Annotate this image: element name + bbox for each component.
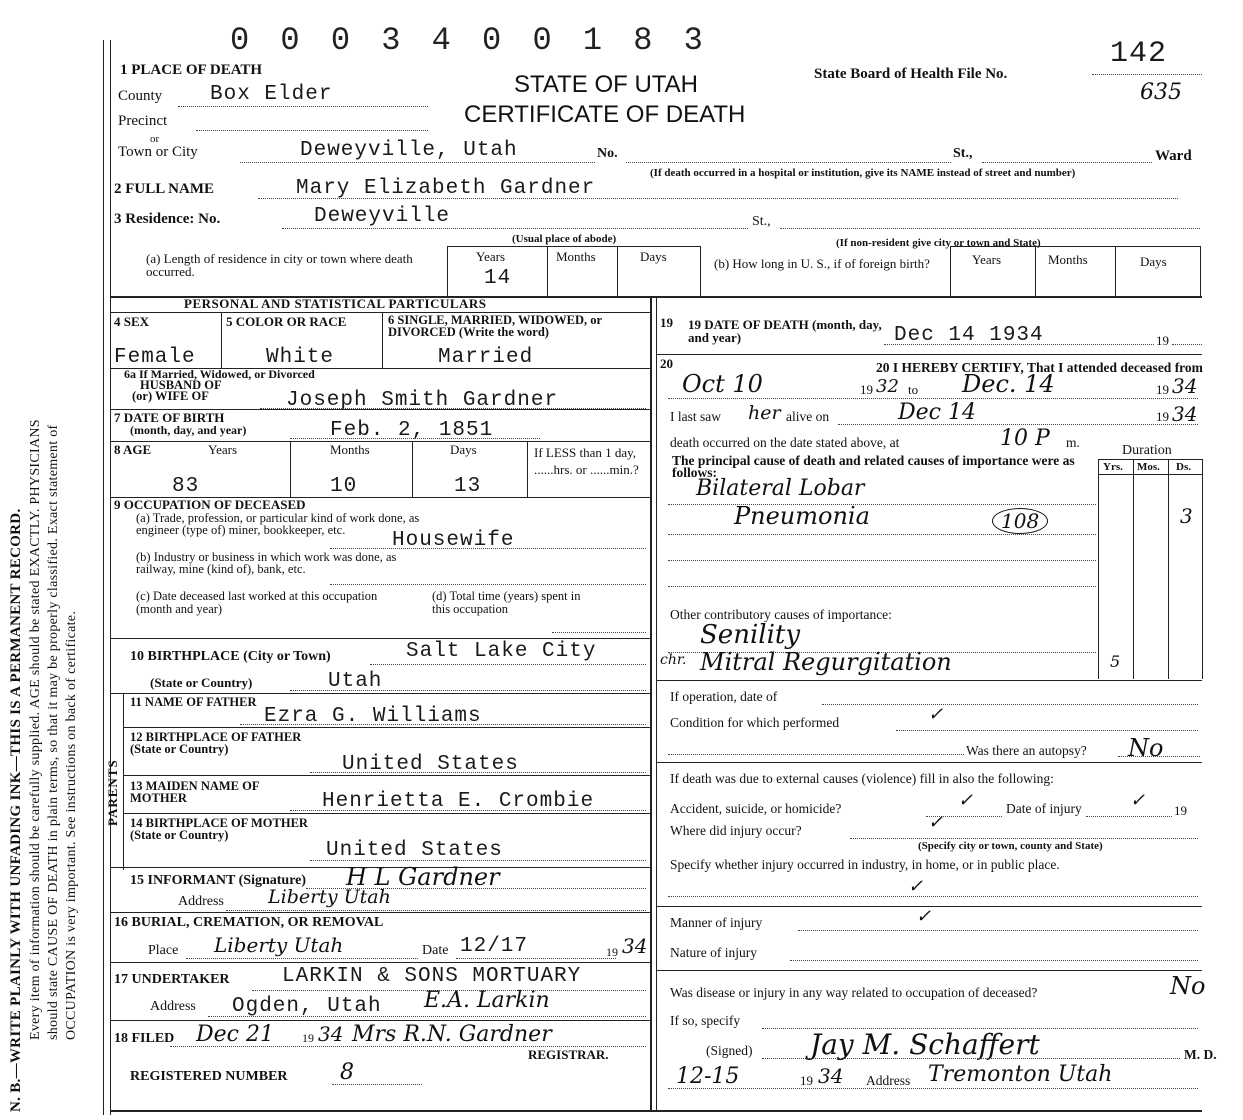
certificate-title: CERTIFICATE OF DEATH <box>464 101 746 128</box>
residence-st-label: St., <box>752 214 771 229</box>
condition-label: Condition for which performed <box>670 715 840 730</box>
physician-address-label: Address <box>866 1073 911 1088</box>
injury-date-label: Date of injury <box>1006 801 1082 816</box>
autopsy-value: No <box>1128 734 1164 762</box>
occupation-b-label: (b) Industry or business in which work was done, as railway, mine (kind of), bank, etc. <box>136 550 397 576</box>
signed-year-prefix: 19 <box>800 1073 813 1088</box>
left-border-inner <box>110 40 111 1115</box>
where-label: Where did injury occur? <box>670 823 802 838</box>
specify2-label: If so, specify <box>670 1013 741 1028</box>
informant-address-label: Address <box>178 894 224 909</box>
occupation-question: Was disease or injury in any way related to occupation of deceased? <box>670 985 1038 1000</box>
cause-2: Pneumonia <box>734 502 870 530</box>
filed-label: 18 FILED <box>114 1031 175 1046</box>
yrs-label: Yrs. <box>1103 461 1123 473</box>
burial-year-prefix: 19 <box>606 945 618 959</box>
dob-sub: (month, day, and year) <box>130 423 247 437</box>
specify-mark: ✓ <box>908 876 924 897</box>
last-saw-year: 34 <box>1172 402 1198 426</box>
age-days: 13 <box>454 475 482 498</box>
spouse-label-1: 6a If Married, Widowed, or Divorced <box>124 367 315 381</box>
filed-year-prefix: 19 <box>302 1031 314 1045</box>
physician-signature: Jay M. Schaffert <box>810 1028 1040 1061</box>
length-b-label: (b) How long in U. S., if of foreign birth? <box>714 256 930 271</box>
informant-label: 15 INFORMANT (Signature) <box>130 873 307 888</box>
autopsy-label: Was there an autopsy? <box>966 743 1087 758</box>
last-saw-who: her <box>748 402 781 424</box>
file-no-label: State Board of Health File No. <box>814 66 1008 82</box>
mother-bp-label: 14 BIRTHPLACE OF MOTHER (State or Country) <box>130 816 308 842</box>
where-note: (Specify city or town, county and State) <box>918 840 1103 852</box>
burial-date-label: Date <box>422 943 449 958</box>
county-value: Box Elder <box>210 83 333 106</box>
residence-value: Deweyville <box>314 205 451 228</box>
filed-date: Dec 21 <box>196 1022 274 1047</box>
undertaker-address-label: Address <box>150 999 196 1014</box>
duration-label: Duration <box>1122 443 1172 458</box>
ds-label: Ds. <box>1176 461 1191 473</box>
nonres-note: (If non-resident give city or town and State) <box>836 237 1041 249</box>
burial-year: 34 <box>622 934 648 958</box>
registrar-label: REGISTRAR. <box>528 1047 609 1062</box>
certify-to-year: 34 <box>1172 374 1198 398</box>
side-note-3: should state CAUSE OF DEATH in plain terms, so that it may be properly classified. Exact statement of <box>46 424 61 1040</box>
certify-from-year-prefix: 19 <box>860 382 873 397</box>
age-years: 83 <box>172 475 200 498</box>
father-bp-value: United States <box>342 753 519 776</box>
or-label: or <box>150 133 160 145</box>
certify-to-year-prefix: 19 <box>1156 382 1169 397</box>
town-label: Town or City <box>118 144 198 160</box>
color-label: 5 COLOR OR RACE <box>226 314 347 329</box>
contrib-1: Senility <box>700 620 801 650</box>
death-occurred-label: death occurred on the date stated above, at <box>670 435 900 450</box>
contrib-2-yrs: 5 <box>1110 652 1121 671</box>
accident-mark: ✓ <box>958 790 974 811</box>
residence-label: 3 Residence: No. <box>114 211 221 227</box>
place-heading: 1 PLACE OF DEATH <box>120 62 263 78</box>
undertaker-label: 17 UNDERTAKER <box>114 972 230 987</box>
age-less-label: If LESS than 1 day, ......hrs. or ......min.? <box>534 445 639 477</box>
side-note-1: N. B.—WRITE PLAINLY WITH UNFADING INK—THIS IS A PERMANENT RECORD. <box>8 508 24 1112</box>
father-bp-label: 12 BIRTHPLACE OF FATHER (State or Country) <box>130 730 302 756</box>
cause-1: Bilateral Lobar <box>696 476 865 501</box>
condition-mark: ✓ <box>928 704 944 725</box>
ward-label: Ward <box>1155 148 1192 164</box>
dob-value: Feb. 2, 1851 <box>330 419 494 442</box>
burial-label: 16 BURIAL, CREMATION, OR REMOVAL <box>114 915 384 930</box>
death-date-value: Dec 14 1934 <box>894 324 1044 347</box>
mother-label: 13 MAIDEN NAME OF MOTHER <box>130 779 260 805</box>
last-saw-label: I last saw <box>670 409 721 424</box>
birthplace-state-label: (State or Country) <box>150 675 253 690</box>
mother-value: Henrietta E. Crombie <box>322 790 595 813</box>
registered-number: 8 <box>340 1060 354 1085</box>
days-label: Days <box>640 249 667 264</box>
town-value: Deweyville, Utah <box>300 139 518 162</box>
physician-address: Tremonton Utah <box>928 1062 1113 1087</box>
center-divider <box>650 296 652 1111</box>
alive-on-label: alive on <box>786 409 830 424</box>
cause-code: 108 <box>992 508 1048 534</box>
b-days-label: Days <box>1140 254 1167 269</box>
signed-label: (Signed) <box>706 1043 753 1058</box>
certify-from: Oct 10 <box>682 370 763 398</box>
occupation-label: 9 OCCUPATION OF DECEASED <box>114 497 306 512</box>
certify-label: 20 I HEREBY CERTIFY, That I attended deceased from <box>876 360 1203 375</box>
filed-year: 34 <box>318 1022 344 1046</box>
death-time: 10 P <box>1000 426 1050 451</box>
occupation-value: Housewife <box>392 529 515 552</box>
personal-heading: PERSONAL AND STATISTICAL PARTICULARS <box>184 296 487 311</box>
years-label: Years <box>476 249 506 264</box>
full-name-value: Mary Elizabeth Gardner <box>296 177 596 200</box>
occupation-d-label: (d) Total time (years) spent in this occupation <box>432 589 581 616</box>
precinct-label: Precinct <box>118 113 168 129</box>
contrib-label: Other contributory causes of importance: <box>670 607 892 622</box>
burial-place-label: Place <box>148 943 179 958</box>
md-label: M. D. <box>1184 1047 1217 1062</box>
certify-to-label: to <box>908 382 919 397</box>
nature-label: Nature of injury <box>670 945 757 960</box>
parents-side-label: PARENTS <box>105 759 120 826</box>
b-months-label: Months <box>1048 252 1088 267</box>
birthplace-state: Utah <box>328 670 383 693</box>
no-label: No. <box>597 146 618 161</box>
undertaker-value: LARKIN & SONS MORTUARY <box>282 965 582 988</box>
accident-label: Accident, suicide, or homicide? <box>670 801 842 816</box>
death-date-label: 19 DATE OF DEATH (month, day, and year) <box>688 317 882 345</box>
spouse-label-3: (or) WIFE OF <box>132 389 209 403</box>
age-months-label: Months <box>330 442 370 457</box>
dob-label: 7 DATE OF BIRTH <box>114 410 225 425</box>
operation-label: If operation, date of <box>670 689 778 704</box>
age-days-label: Days <box>450 442 477 457</box>
mos-label: Mos. <box>1137 461 1160 473</box>
marital-value: Married <box>438 346 534 369</box>
abode-note: (Usual place of abode) <box>512 233 617 245</box>
informant-address: Liberty Utah <box>268 886 391 908</box>
certify-from-year: 32 <box>876 376 899 397</box>
signed-year: 34 <box>818 1064 844 1088</box>
file-no-2: 635 <box>1140 80 1182 105</box>
center-divider-2 <box>656 296 657 1111</box>
spouse-label-2: HUSBAND OF <box>140 378 222 392</box>
color-value: White <box>266 346 335 369</box>
contrib-2: Mitral Regurgitation <box>700 648 952 676</box>
age-months: 10 <box>330 475 358 498</box>
last-saw-date: Dec 14 <box>898 400 976 425</box>
filed-registrar-signature: Mrs R.N. Gardner <box>352 1022 552 1047</box>
mother-bp-value: United States <box>326 839 503 862</box>
side-note-4: OCCUPATION is very important. See instructions on back of certificate. <box>64 610 79 1040</box>
death-date-label-num: 19 <box>660 315 673 330</box>
file-no: 142 <box>1110 37 1168 71</box>
injury-year: 19 <box>1174 803 1187 818</box>
length-a-label: (a) Length of residence in city or town where death occurred. <box>146 251 413 279</box>
left-border <box>103 40 104 1115</box>
manner-label: Manner of injury <box>670 915 763 930</box>
father-value: Ezra G. Williams <box>264 705 482 728</box>
undertaker-signature: E.A. Larkin <box>424 988 550 1013</box>
age-years-label: Years <box>208 442 238 457</box>
contrib-2-prefix: chr. <box>660 652 687 668</box>
birthplace-label: 10 BIRTHPLACE (City or Town) <box>130 649 331 664</box>
occupation-c-label: (c) Date deceased last worked at this occupation (month and year) <box>136 589 378 616</box>
external-label: If death was due to external causes (violence) fill in also the following: <box>670 771 1054 786</box>
registered-number-label: REGISTERED NUMBER <box>130 1069 288 1084</box>
cause-label: The principal cause of death and related causes of importance were as follows: <box>672 453 1075 480</box>
st-label: St., <box>953 146 973 161</box>
injury-date-mark: ✓ <box>1130 790 1146 811</box>
side-note-2: Every item of information should be carefully supplied. AGE should be stated EXACTLY. PHYSICIANS <box>28 419 43 1040</box>
spouse-value: Joseph Smith Gardner <box>286 389 559 412</box>
occupation-a-label: (a) Trade, profession, or particular kind of work done, as engineer (type of) miner, bookkeeper, etc. <box>136 511 420 537</box>
certify-num: 20 <box>660 356 673 371</box>
sex-value: Female <box>114 346 196 369</box>
b-years-label: Years <box>972 252 1002 267</box>
informant-signature: H L Gardner <box>346 863 500 891</box>
full-name-label: 2 FULL NAME <box>114 181 215 197</box>
undertaker-address: Ogden, Utah <box>232 995 382 1018</box>
where-mark: ✓ <box>928 812 944 833</box>
certify-to: Dec. 14 <box>962 370 1055 398</box>
death-time-m: m. <box>1066 435 1080 450</box>
months-label: Months <box>556 249 596 264</box>
burial-place: Liberty Utah <box>214 933 344 957</box>
last-saw-year-prefix: 19 <box>1156 409 1169 424</box>
residence-years: 14 <box>484 267 512 290</box>
county-label: County <box>118 88 163 104</box>
cause-days: 3 <box>1180 504 1193 528</box>
body-bottom-rule <box>110 1110 1202 1112</box>
document-number: 0 0 0 3 4 0 0 1 8 3 <box>230 22 709 59</box>
specify-label: Specify whether injury occurred in industry, in home, or in public place. <box>670 857 1060 872</box>
age-label: 8 AGE <box>114 442 152 457</box>
birthplace-value: Salt Lake City <box>406 640 597 663</box>
state-title: STATE OF UTAH <box>514 71 698 98</box>
hospital-note: (If death occurred in a hospital or institution, give its NAME instead of street and number) <box>650 167 1076 179</box>
sex-label: 4 SEX <box>114 314 150 329</box>
death-year-suffix: 19 <box>1156 333 1169 348</box>
manner-mark: ✓ <box>916 906 932 927</box>
occupation-answer: No <box>1170 972 1206 1000</box>
burial-date: 12/17 <box>460 935 529 958</box>
signed-date: 12-15 <box>676 1064 740 1089</box>
father-label: 11 NAME OF FATHER <box>130 695 257 709</box>
marital-label: 6 SINGLE, MARRIED, WIDOWED, or DIVORCED (Write the word) <box>388 313 602 339</box>
